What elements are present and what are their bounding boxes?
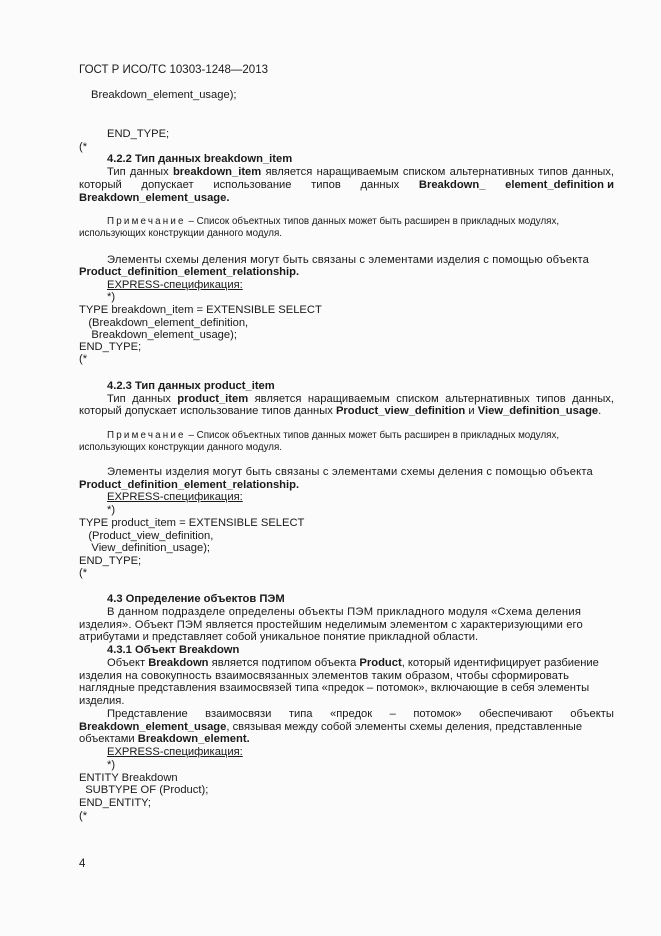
- paragraph-line: В данном подразделе определены объекты ПЭМ прикладного модуля «Схема деления: [107, 606, 582, 618]
- word: объекты: [570, 708, 614, 720]
- paragraph-line: атрибутами и представляет собой уникальное понятие прикладной области.: [79, 631, 479, 643]
- text: который допускает использование типов данных: [79, 405, 336, 417]
- section-heading: 4.3 Определение объектов ПЭМ: [107, 593, 285, 605]
- note-line: использующих конструкции данного модуля.: [79, 442, 283, 453]
- word: данных,: [572, 393, 614, 405]
- text: Объект: [107, 657, 149, 669]
- code-line: (*: [79, 810, 88, 822]
- note-text: – Список объектных типов данных может быть расширен в прикладных модулях,: [188, 216, 560, 227]
- paragraph-line: наглядные представления взаимосвязей типа «предок – потомок», включающие в себя элементы: [79, 682, 590, 694]
- code-line: *): [107, 759, 116, 771]
- code-line: ENTITY Breakdown: [79, 772, 178, 784]
- code-line: Breakdown_element_usage);: [91, 89, 237, 101]
- note-line: [107, 430, 559, 443]
- word: breakdown_item: [172, 166, 262, 178]
- code-line: (*: [79, 353, 88, 365]
- word: product_item: [177, 393, 249, 405]
- word: списком: [402, 166, 446, 178]
- word: типа: [288, 708, 313, 720]
- standard-header: ГОСТ Р ИСО/ТС 10303-1248—2013: [79, 64, 268, 76]
- text: Breakdown_element: [137, 733, 247, 745]
- paragraph-line: изделия». Объект ПЭМ является простейшим неделимым элементом с характеризующими его: [79, 619, 583, 631]
- word: взаимосвязи: [205, 708, 272, 720]
- word: обеспечивают: [479, 708, 553, 720]
- code-line: View_definition_usage);: [79, 542, 211, 554]
- word: Представление: [107, 708, 188, 720]
- text: .: [246, 733, 250, 745]
- word: element_definition и: [505, 179, 614, 191]
- section-heading: 4.2.3 Тип данных product_item: [107, 380, 275, 392]
- word: альтернативных: [445, 393, 530, 405]
- word: списком: [396, 393, 439, 405]
- paragraph-line: [79, 179, 614, 192]
- paragraph-line: [79, 721, 582, 734]
- word: наращиваемым: [307, 393, 390, 405]
- express-spec-label: EXPRESS-спецификация:: [107, 279, 243, 291]
- word: Тип: [107, 166, 126, 178]
- text: View_definition_usage: [477, 405, 599, 417]
- word: –: [389, 708, 396, 720]
- code-line: (Breakdown_element_definition,: [79, 317, 249, 329]
- text: Breakdown_element_usage: [79, 721, 227, 733]
- code-line: END_TYPE;: [79, 341, 142, 353]
- code-line: END_TYPE;: [79, 555, 142, 567]
- code-line: (*: [79, 141, 88, 153]
- text: , который идентифицирует разбиение: [401, 657, 599, 669]
- section-heading: 4.2.2 Тип данных breakdown_item: [107, 153, 293, 165]
- code-line: (Product_view_definition,: [79, 530, 214, 542]
- word: является: [265, 166, 313, 178]
- paragraph-line: [79, 733, 250, 746]
- word: типов: [311, 179, 341, 191]
- note-label: Примечание: [107, 216, 186, 227]
- paragraph-line: изделия на совокупность взаимосвязанных элементов таким образом, чтобы сформировать: [79, 670, 570, 682]
- section-heading: 4.3.1 Объект Breakdown: [107, 644, 240, 656]
- word: наращиваемым: [316, 166, 399, 178]
- paragraph-line: Product_definition_element_relationship.: [79, 479, 300, 491]
- note-line: использующих конструкции данного модуля.: [79, 228, 283, 239]
- word: потомок»: [413, 708, 462, 720]
- word: данных: [360, 179, 400, 191]
- text: объектами: [79, 733, 138, 745]
- code-line: TYPE product_item = EXTENSIBLE SELECT: [79, 517, 305, 529]
- code-line: Breakdown_element_usage);: [79, 329, 237, 341]
- paragraph-line: Product_definition_element_relationship.: [79, 266, 300, 278]
- code-line: END_TYPE;: [107, 128, 170, 140]
- word: данных,: [572, 166, 614, 178]
- page-number: 4: [79, 858, 86, 870]
- text: , связывая между собой элементы схемы деления, представленные: [226, 721, 583, 733]
- paragraph-line: [107, 708, 614, 721]
- text: является подтипом объекта: [208, 657, 360, 669]
- word: данных: [132, 393, 171, 405]
- paragraph-line: [107, 393, 614, 406]
- code-line: TYPE breakdown_item = EXTENSIBLE SELECT: [79, 304, 322, 316]
- word: типов: [536, 393, 566, 405]
- word: типов: [538, 166, 568, 178]
- note-label: Примечание: [107, 430, 186, 441]
- word: использование: [213, 179, 292, 191]
- word: является: [254, 393, 302, 405]
- word: допускает: [141, 179, 194, 191]
- word: который: [79, 179, 122, 191]
- express-spec-label: EXPRESS-спецификация:: [107, 746, 243, 758]
- express-spec-label: EXPRESS-спецификация:: [107, 491, 243, 503]
- code-line: (*: [79, 567, 88, 579]
- text: .: [598, 405, 602, 417]
- text: Product: [359, 657, 402, 669]
- paragraph-line: Элементы схемы деления могут быть связаны с элементами изделия с помощью объекта: [107, 254, 589, 266]
- text: и: [465, 405, 478, 417]
- code-line: *): [107, 504, 116, 516]
- word: «предок: [330, 708, 373, 720]
- paragraph-line: [107, 166, 614, 179]
- code-line: *): [107, 291, 116, 303]
- word: альтернативных: [449, 166, 534, 178]
- paragraph-line: [107, 657, 599, 670]
- word: данных: [129, 166, 169, 178]
- note-text: – Список объектных типов данных может быть расширен в прикладных модулях,: [188, 430, 560, 441]
- paragraph-line: [79, 405, 601, 418]
- paragraph-line: Breakdown_element_usage.: [79, 192, 230, 204]
- text: Breakdown: [148, 657, 209, 669]
- note-line: [107, 216, 559, 229]
- word: Breakdown_: [418, 179, 486, 191]
- text: Product_view_definition: [335, 405, 466, 417]
- code-line: SUBTYPE OF (Product);: [79, 784, 209, 796]
- paragraph-line: изделия.: [79, 695, 125, 707]
- paragraph-line: Элементы изделия могут быть связаны с элементами схемы деления с помощью объекта: [107, 466, 593, 478]
- code-line: END_ENTITY;: [79, 797, 152, 809]
- word: Тип: [107, 393, 126, 405]
